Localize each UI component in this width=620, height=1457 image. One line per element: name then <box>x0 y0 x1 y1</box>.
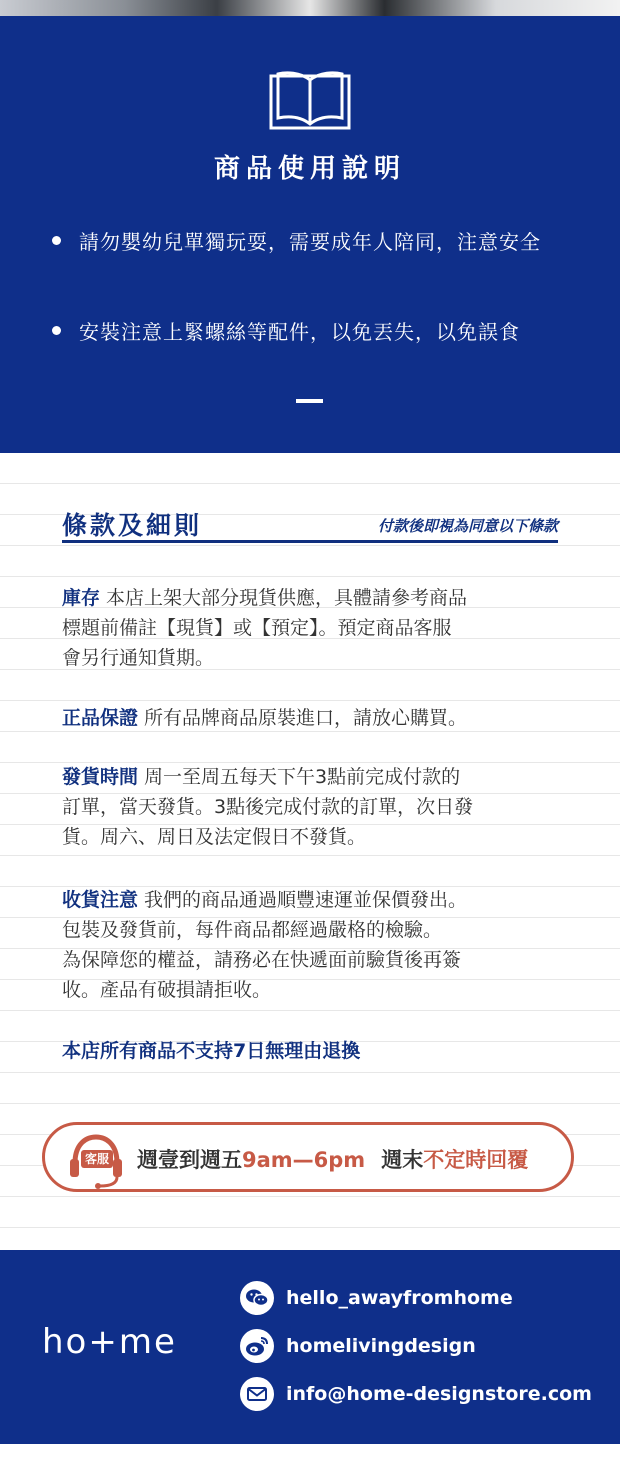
terms-subtitle: 付款後即視為同意以下條款 <box>377 517 558 535</box>
usage-bullet-text: 請勿嬰幼兒單獨玩耍，需要成年人陪同，注意安全 <box>79 230 541 254</box>
terms-header <box>62 506 558 540</box>
inventory-label: 庫存 <box>62 587 101 609</box>
receiving-label: 收貨注意 <box>62 889 139 911</box>
shipping-line: 訂單，當天發貨。3點後完成付款的訂單，次日發 <box>62 796 474 818</box>
section-divider-dash <box>296 399 323 403</box>
shipping-line: 周一至周五每天下午3點前完成付款的 <box>138 766 461 788</box>
usage-bullet <box>52 316 520 345</box>
receiving-line: 包裝及發貨前，每件商品都經過嚴格的檢驗。 <box>62 919 443 941</box>
bullet-dot <box>52 326 61 335</box>
service-days: 週壹到週五 <box>137 1148 242 1172</box>
inventory-line: 標題前備註【現貨】或【預定】。預定商品客服 <box>62 617 452 639</box>
brand-logo: ho+me <box>42 1322 177 1362</box>
authentic-paragraph <box>62 703 562 733</box>
inventory-line: 會另行通知貨期。 <box>62 647 215 669</box>
inventory-line: 本店上架大部分現貨供應，具體請參考商品 <box>100 587 468 609</box>
inventory-paragraph <box>62 583 562 673</box>
customer-service-hours <box>42 1122 574 1192</box>
shipping-line: 貨。周六、周日及法定假日不發貨。 <box>62 826 367 848</box>
terms-underline <box>62 540 558 543</box>
usage-bullet-text: 安裝注意上緊螺絲等配件，以免丟失，以免誤食 <box>79 320 520 344</box>
weibo-contact[interactable] <box>240 1329 476 1363</box>
authentic-label: 正品保證 <box>62 707 139 729</box>
usage-section <box>0 16 620 453</box>
shipping-label: 發貨時間 <box>62 766 139 788</box>
authentic-line: 所有品牌商品原裝進口，請放心購買。 <box>138 707 468 729</box>
service-weekend-note: 不定時回覆 <box>423 1148 529 1172</box>
no-return-notice: 本店所有商品不支持7日無理由退換 <box>62 1040 361 1062</box>
footer <box>0 1250 620 1444</box>
bullet-dot <box>52 236 61 245</box>
service-time: 9am—6pm <box>242 1148 366 1172</box>
email-address: info@home-designstore.com <box>286 1383 592 1405</box>
receiving-line: 為保障您的權益，請務必在快遞面前驗貨後再簽 <box>62 949 462 971</box>
service-hours-text <box>137 1144 528 1174</box>
terms-title: 條款及細則 <box>62 511 203 540</box>
usage-title: 商品使用說明 <box>213 154 406 184</box>
service-badge: 客服 <box>81 1150 113 1168</box>
open-book-icon <box>268 68 352 132</box>
wechat-contact[interactable] <box>240 1281 513 1315</box>
receiving-line: 我們的商品通過順豐速運並保價發出。 <box>138 889 468 911</box>
shipping-paragraph <box>62 762 562 852</box>
wechat-icon <box>240 1281 274 1315</box>
service-weekend: 週末 <box>381 1148 424 1172</box>
top-photo-strip <box>0 0 620 16</box>
wechat-handle: hello_awayfromhome <box>286 1287 513 1309</box>
weibo-handle: homelivingdesign <box>286 1335 476 1357</box>
weibo-icon <box>240 1329 274 1363</box>
receiving-line: 收。產品有破損請拒收。 <box>62 979 272 1001</box>
receiving-paragraph <box>62 885 562 1005</box>
usage-bullet <box>52 226 541 255</box>
email-contact[interactable] <box>240 1377 592 1411</box>
email-icon <box>240 1377 274 1411</box>
